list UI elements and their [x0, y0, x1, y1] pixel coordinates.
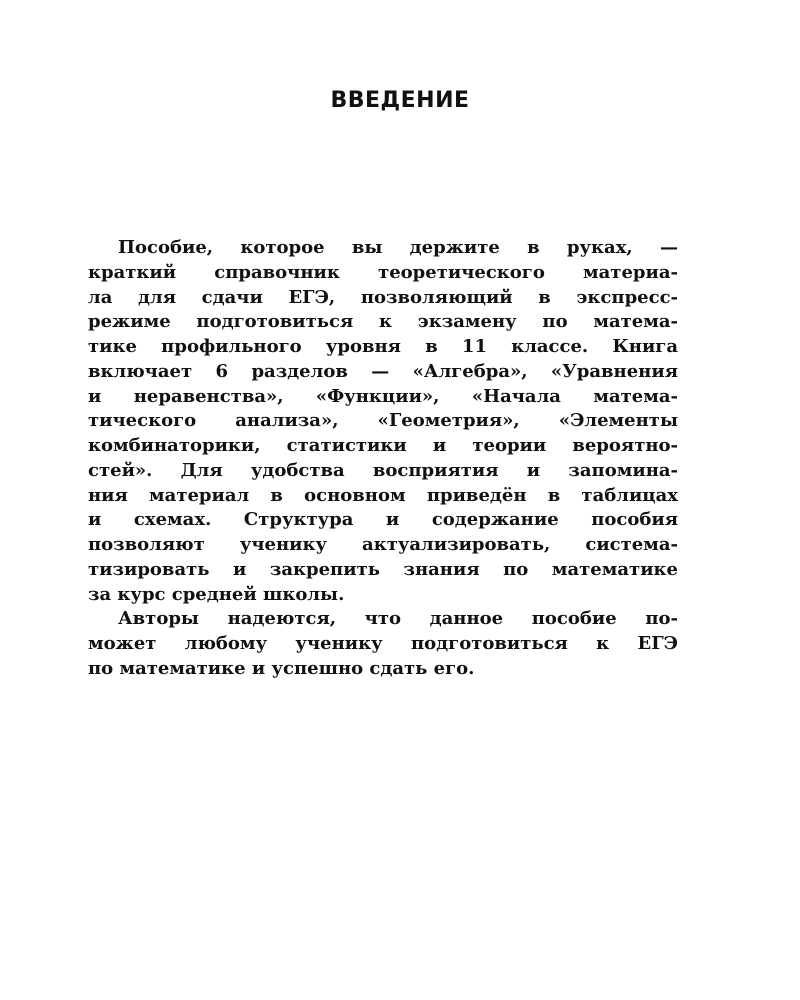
- text-line: тике профильного уровня в 11 классе. Книга: [88, 336, 678, 357]
- page-title: ВВЕДЕНИЕ: [330, 88, 470, 113]
- text-line: позволяют ученику актуализировать, система-: [88, 534, 678, 555]
- text-line: краткий справочник теоретического материа-: [88, 261, 678, 283]
- text-line: тического анализа», «Геометрия», «Элементы: [88, 410, 678, 432]
- body-text: [88, 236, 678, 682]
- text-line: Авторы надеются, что данное пособие по-: [118, 608, 678, 630]
- text-line: Пособие, которое вы держите в руках, —: [118, 237, 678, 258]
- text-line: стей». Для удобства восприятия и запомина-: [88, 459, 678, 481]
- text-line: ния материал в основном приведён в таблицах: [88, 484, 678, 506]
- text-line: комбинаторики, статистики и теории вероятно-: [88, 435, 678, 456]
- text-line: ла для сдачи ЕГЭ, позволяющий в экспресс-: [88, 286, 678, 308]
- text-line: и схемах. Структура и содержание пособия: [88, 509, 678, 531]
- text-line: за курс средней школы.: [88, 583, 345, 605]
- text-line: тизировать и закрепить знания по математике: [88, 558, 678, 580]
- paragraph-1: [88, 236, 678, 607]
- text-line: включает 6 разделов — «Алгебра», «Уравнения: [88, 360, 678, 382]
- paragraph-2: [88, 607, 678, 681]
- text-line: режиме подготовиться к экзамену по матема-: [88, 311, 678, 333]
- text-line: и неравенства», «Функции», «Начала матема-: [88, 385, 678, 407]
- text-line: по математике и успешно сдать его.: [88, 657, 475, 679]
- text-line: может любому ученику подготовиться к ЕГЭ: [88, 633, 678, 654]
